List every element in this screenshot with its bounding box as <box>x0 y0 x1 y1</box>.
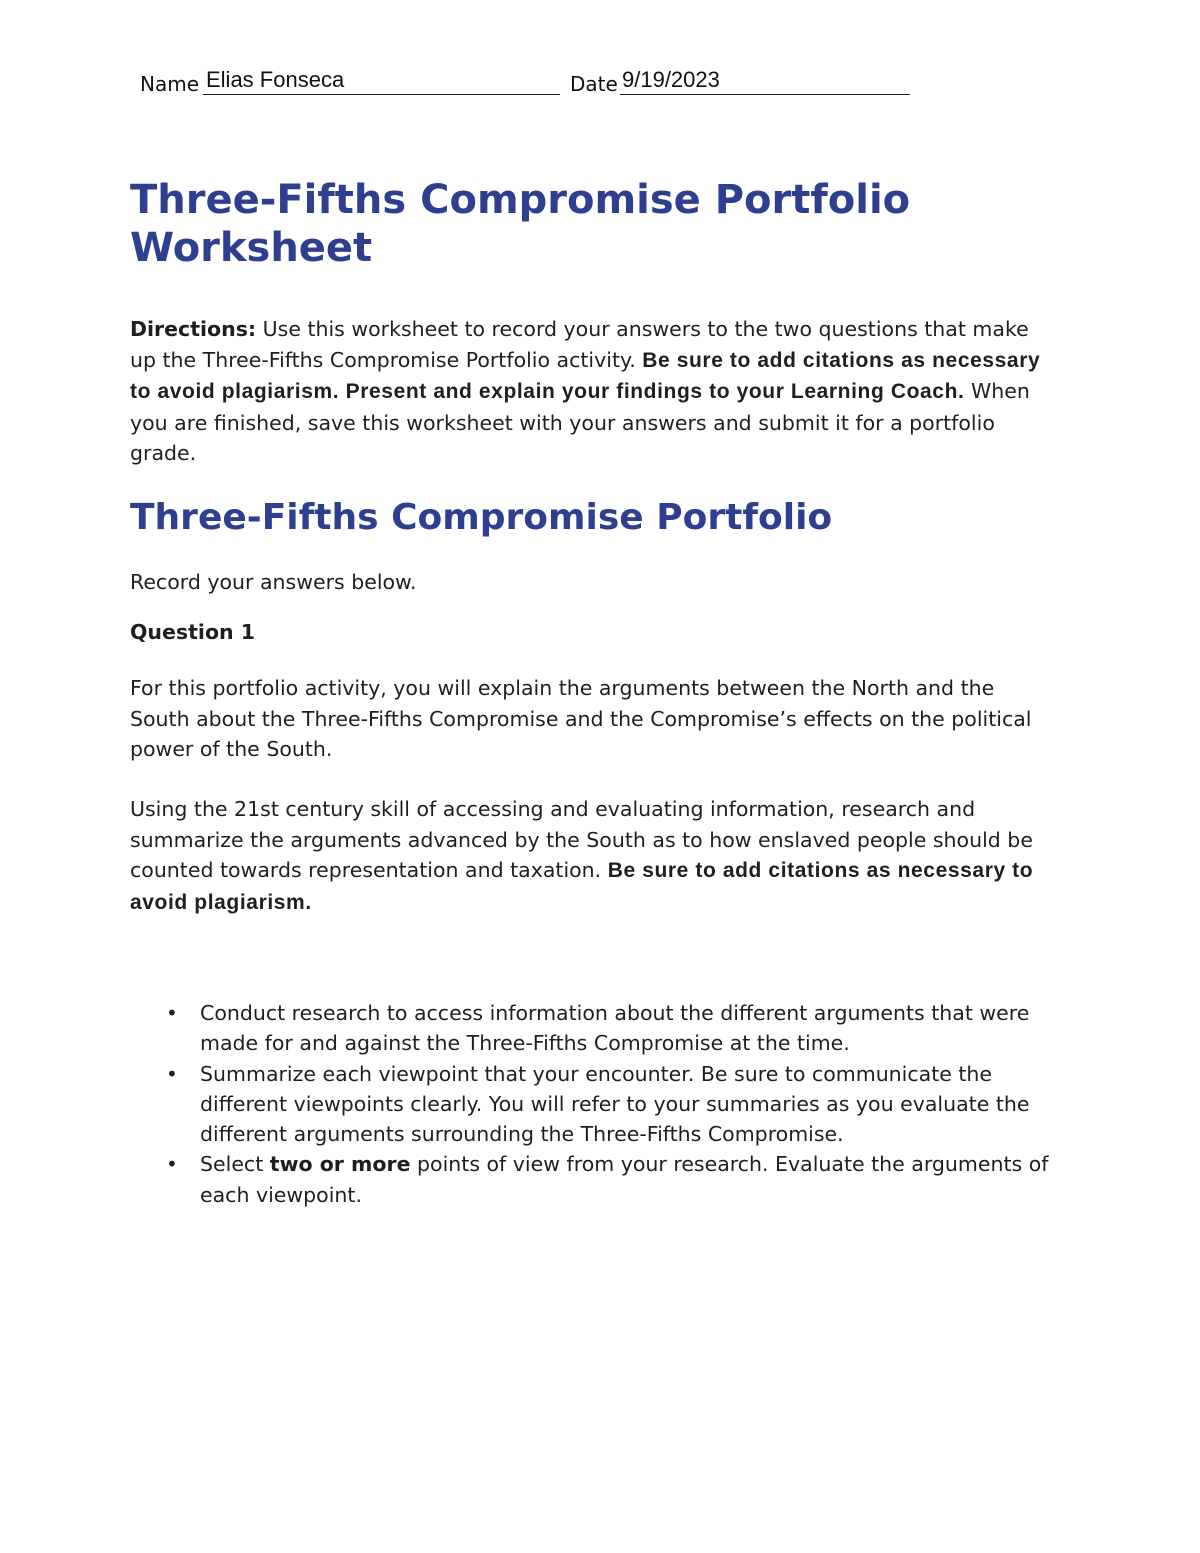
question-1-skill <box>130 794 1060 918</box>
question-1-skill-text: Using the 21st century skill of accessing and evaluating information, research and summarize the arguments advanced by the South as to how enslaved people should be counted towards representation and taxation. <box>130 797 1033 882</box>
record-instruction: Record your answers below. <box>130 570 417 594</box>
bullet-icon: • <box>166 1061 178 1086</box>
header-fields <box>140 64 920 100</box>
list-item-text-pre: Select <box>200 1152 270 1177</box>
date-label: Date <box>570 72 618 96</box>
question-1-label: Question 1 <box>130 620 256 644</box>
list-item <box>160 1059 1060 1150</box>
question-1-skill-bold: Be sure to add citations as necessary to avoid plagiarism. <box>130 859 1034 914</box>
bullet-icon: • <box>166 1152 178 1177</box>
directions-bold: Be sure to add citations as necessary to avoid plagiarism. Present and explain your findings to your Learning Coach. <box>130 348 1041 403</box>
directions-paragraph <box>130 314 1060 469</box>
list-item <box>160 998 1060 1059</box>
page-title: Three-Fifths Compromise Portfolio Worksheet <box>130 177 911 271</box>
name-field[interactable]: Elias Fonseca <box>206 67 345 92</box>
list-item-text: Summarize each viewpoint that your encounter. Be sure to communicate the different viewpoints clearly. You will refer to your summaries as you evaluate the different arguments surrounding the Three-Fifths Compromise. <box>200 1061 1030 1147</box>
question-1-intro: For this portfolio activity, you will explain the arguments between the North and the South about the Three-Fifths Compromise and the Compromise’s effects on the political power of the South. <box>130 676 1032 761</box>
list-item <box>160 1149 1060 1210</box>
list-item-text: Conduct research to access information about the different arguments that were made for and against the Three-Fifths Compromise at the time. <box>200 1001 1030 1056</box>
date-field[interactable]: 9/19/2023 <box>622 67 720 92</box>
directions-label: Directions: <box>130 317 257 341</box>
list-item-text-post: points of view from your research. Evaluate the arguments of each viewpoint. <box>200 1152 1049 1207</box>
directions-text-1: Use this worksheet to record your answers to the two questions that make up the Three-Fifths Compromise Portfolio activity. <box>130 317 1029 372</box>
name-label: Name <box>140 72 200 96</box>
section-title: Three-Fifths Compromise Portfolio <box>130 497 833 538</box>
directions-text-2: When you are finished, save this worksheet with your answers and submit it for a portfolio grade. <box>130 379 1030 465</box>
instruction-list <box>160 998 1060 1210</box>
bullet-icon: • <box>166 1001 178 1025</box>
list-item-text-bold: two or more <box>269 1152 411 1177</box>
name-underline <box>203 94 560 95</box>
date-underline <box>620 94 910 95</box>
